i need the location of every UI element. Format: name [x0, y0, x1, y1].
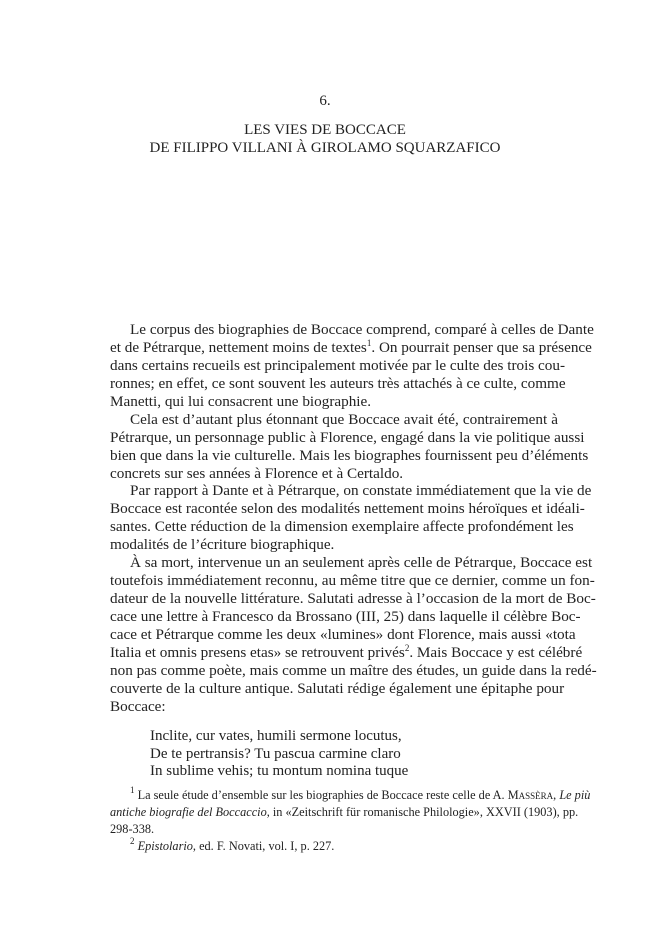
text-line: santes. Cette réduction de la dimension exemplaire affecte profondément les	[110, 518, 574, 536]
chapter-title-line-1: LES VIES DE BOCCACE	[244, 122, 406, 138]
text-line	[110, 642, 583, 662]
chapter-number: 6.	[319, 93, 331, 109]
body-text	[110, 321, 597, 716]
footnotes	[110, 785, 591, 855]
text-line: dateur de la nouvelle littérature. Salutati adresse à l’occasion de la mort de Boc-	[110, 590, 596, 608]
footnote-number: 1	[130, 785, 135, 795]
verse-line: De te pertransis? Tu pascua carmine claro	[150, 745, 401, 762]
footnote-ref-1: 1	[366, 337, 372, 348]
verse-quote	[150, 728, 408, 781]
footnote-1-line-3: 298-338.	[110, 822, 155, 836]
text-line: Pétrarque, un personnage public à Florence, engagé dans la vie politique aussi	[110, 428, 585, 446]
title-italic: antiche biografie del Boccaccio	[110, 805, 267, 819]
footnote-ref-2: 2	[404, 642, 410, 653]
text-line: non pas comme poète, mais comme un maître des études, un guide dans la redé-	[110, 661, 597, 679]
footnote-1	[110, 785, 591, 804]
text-span: . On pourrait penser que sa présence	[371, 338, 592, 356]
chapter-title-line-2: DE FILIPPO VILLANI À GIROLAMO SQUARZAFICO	[149, 140, 501, 156]
text-span: et de Pétrarque, nettement moins de textes	[110, 338, 367, 356]
footnote-2	[110, 838, 558, 855]
text-line: dans certains recueils est principalement motivée par le culte des trois cou-	[110, 356, 566, 374]
text-line	[110, 337, 592, 357]
text-span: , in «Zeitschrift für romanische Philologie», XXVII (1903), pp.	[266, 805, 579, 819]
footnote-1-line-2	[110, 804, 579, 821]
text-line: Le corpus des biographies de Boccace comprend, comparé à celles de Dante	[130, 321, 594, 338]
text-line: concrets sur ses années à Florence et à Certaldo.	[110, 464, 404, 482]
text-line: bien que dans la vie culturelle. Mais les biographes fournissent peu d’éléments	[110, 446, 589, 464]
text-line: Manetti, qui lui consacrent une biographie.	[110, 392, 372, 410]
text-line: Cela est d’autant plus étonnant que Boccace avait été, contrairement à	[130, 410, 558, 428]
text-line: ronnes; en effet, ce sont souvent les auteurs très attachés à ce culte, comme	[110, 374, 566, 392]
text-span: Italia et omnis presens etas» se retrouvent privés	[110, 643, 405, 661]
text-span: . Mais Boccace y est célébré	[409, 643, 583, 661]
footnote-number: 2	[130, 836, 135, 846]
text-line: cace une lettre à Francesco da Brossano (III, 25) dans laquelle il célèbre Boc-	[110, 608, 581, 625]
title-italic: Le più	[559, 788, 591, 802]
text-line: modalités de l’écriture biographique.	[110, 536, 335, 554]
title-italic: Epistolario	[137, 839, 193, 853]
text-line: couverte de la culture antique. Salutati rédige également une épitaphe pour	[110, 679, 565, 697]
text-line: cace et Pétrarque comme les deux «lumines» dont Florence, mais aussi «tota	[110, 625, 576, 643]
author-name: Massèra	[507, 788, 554, 802]
text-line: À sa mort, intervenue un an seulement après celle de Pétrarque, Boccace est	[130, 554, 593, 572]
verse-line: Inclite, cur vates, humili sermone locutus,	[150, 728, 402, 744]
verse-line: In sublime vehis; tu montum nomina tuque	[150, 763, 409, 780]
text-line: Boccace est racontée selon des modalités nettement moins héroïques et idéali-	[110, 500, 585, 518]
text-span: La seule étude d’ensemble sur les biographies de Boccace reste celle de A.	[137, 788, 508, 802]
text-line: Boccace:	[110, 697, 166, 715]
text-line: Par rapport à Dante et à Pétrarque, on constate immédiatement que la vie de	[130, 482, 592, 500]
text-line: toutefois immédiatement reconnu, au même titre que ce dernier, comme un fon-	[110, 572, 595, 590]
text-span: , ed. F. Novati, vol. I, p. 227.	[192, 839, 335, 853]
text-span: ,	[553, 788, 560, 802]
